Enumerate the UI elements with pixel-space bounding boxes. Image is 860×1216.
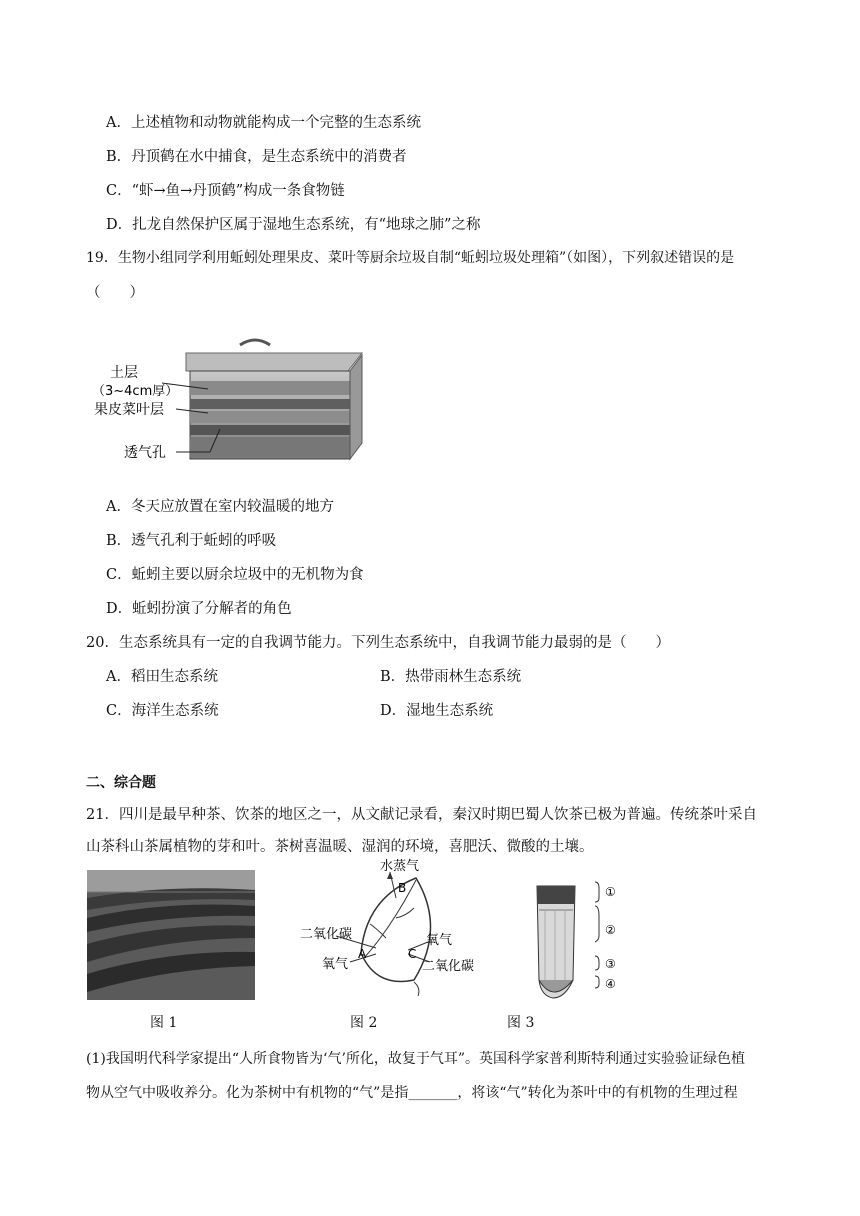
q20-option-d: D．湿地生态系统 [380, 703, 494, 719]
q21-stem-line2: 山茶科山茶属植物的芽和叶。茶树喜温暖、湿润的环境，喜肥沃、微酸的土壤。 [86, 839, 594, 855]
fig1-caption: 图 1 [150, 1015, 178, 1031]
label-soil: 土层 [110, 365, 138, 381]
label-co2-left: 二氧化碳 [300, 927, 353, 942]
q19-option-b: B．透气孔利于蚯蚓的呼吸 [106, 533, 277, 549]
fig2-caption: 图 2 [350, 1015, 378, 1031]
q19-stem-blank: （ ） [86, 285, 144, 301]
q20-option-b: B．热带雨林生态系统 [380, 669, 522, 685]
label-soil-thickness: （3~4cm厚） [92, 384, 179, 399]
q18-option-a: A．上述植物和动物就能构成一个完整的生态系统 [106, 115, 421, 131]
label-vent: 透气孔 [124, 445, 166, 461]
root-tip-diagram [525, 880, 635, 1000]
q18-option-c: C．“虾→鱼→丹顶鹤”构成一条食物链 [106, 183, 345, 199]
label-o2-right: 氧气 [426, 933, 453, 948]
leaf-diagram [296, 858, 496, 1000]
q21-sub1-line2: 物从空气中吸收养分。化为茶树中有机物的“气”是指_______，将该“气”转化为茶叶中的有机物的生理过程 [86, 1085, 738, 1101]
label-co2-right: 二氧化碳 [422, 959, 475, 974]
q21-stem-line1: 21．四川是最早种茶、饮茶的地区之一，从文献记录看，秦汉时期巴蜀人饮茶已极为普遍。传统茶叶采自 [86, 807, 757, 823]
label-zone-4: ④ [605, 977, 616, 991]
label-zone-3: ③ [605, 957, 616, 971]
label-zone-1: ① [605, 885, 616, 899]
label-zone-2: ② [605, 923, 616, 937]
fig3-caption: 图 3 [507, 1015, 535, 1031]
q19-option-d: D．蚯蚓扮演了分解者的角色 [106, 601, 292, 617]
label-water-vapor: 水蒸气 [380, 859, 420, 874]
q19-option-c: C．蚯蚓主要以厨余垃圾中的无机物为食 [106, 567, 364, 583]
section-title: 二、综合题 [86, 775, 156, 791]
label-a: A [358, 947, 367, 961]
q20-option-a: A．稻田生态系统 [106, 669, 218, 685]
q20-stem: 20．生态系统具有一定的自我调节能力。下列生态系统中，自我调节能力最弱的是（ ） [86, 635, 670, 651]
q20-option-c: C．海洋生态系统 [106, 703, 219, 719]
worm-box-figure [90, 333, 370, 463]
q19-stem: 19．生物小组同学利用蚯蚓处理果皮、菜叶等厨余垃圾自制“蚯蚓垃圾处理箱”（如图），下列叙述错误的是 [86, 250, 735, 266]
label-peel-layer: 果皮菜叶层 [94, 402, 164, 418]
q18-option-d: D．扎龙自然保护区属于湿地生态系统，有“地球之肺”之称 [106, 217, 481, 233]
label-c: C [408, 947, 417, 961]
label-b: B [398, 881, 407, 895]
label-o2-left: 氧气 [322, 957, 349, 972]
q19-option-a: A．冬天应放置在室内较温暖的地方 [106, 499, 334, 515]
q21-sub1-line1: (1)我国明代科学家提出“人所食物皆为‘气’所化，故复于气耳”。英国科学家普利斯特利通过实验验证绿色植 [86, 1051, 746, 1067]
q18-option-b: B．丹顶鹤在水中捕食，是生态系统中的消费者 [106, 149, 407, 165]
tea-field-photo [87, 870, 255, 1000]
